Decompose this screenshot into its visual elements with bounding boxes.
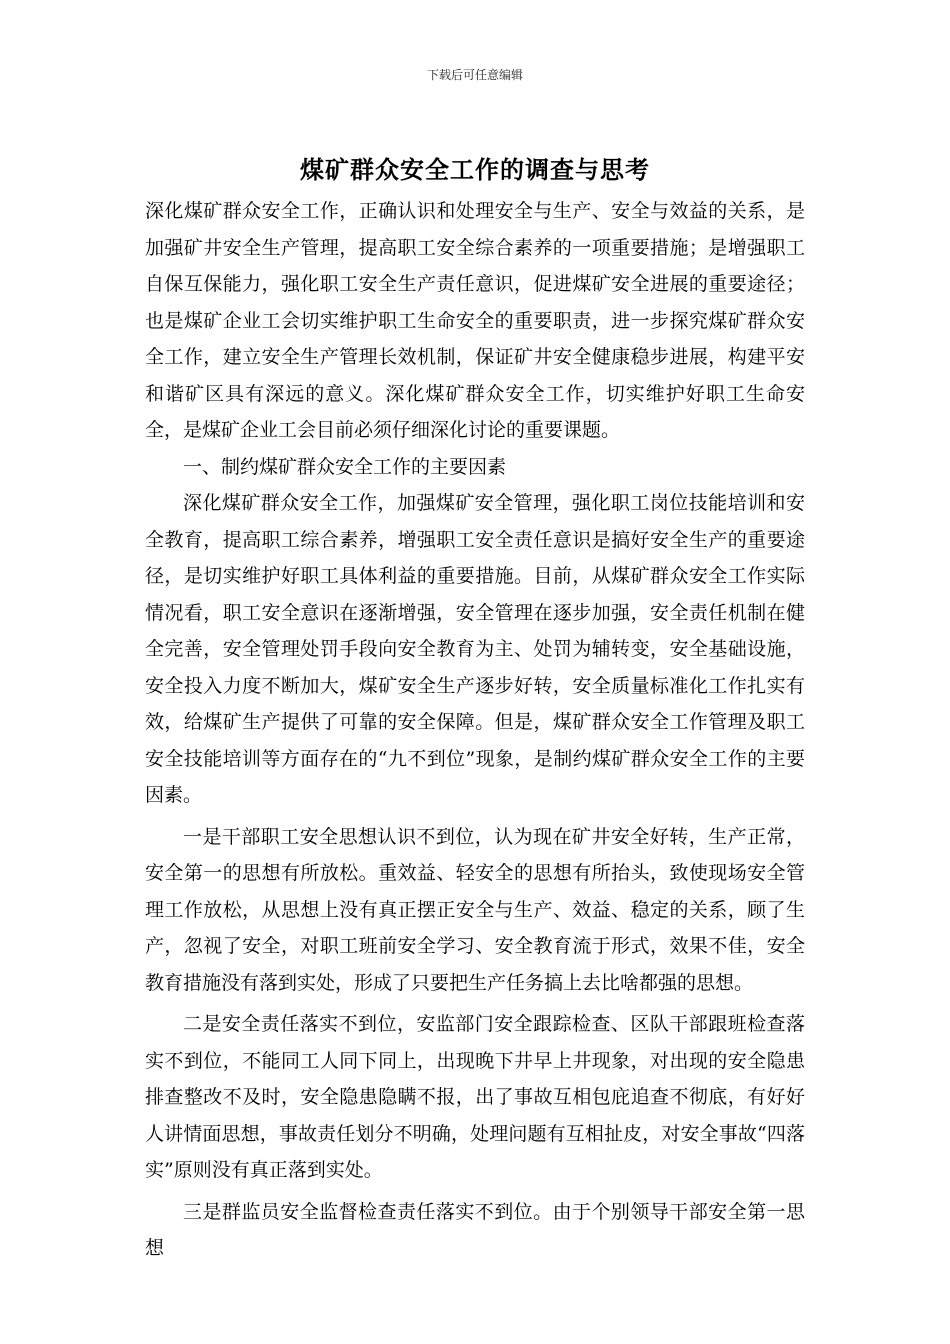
paragraph-point-two: 二是安全责任落实不到位，安监部门安全跟踪检查、区队干部跟班检查落实不到位，不能同工人同下同上，出现晚下井早上井现象，对出现的安全隐患排查整改不及时，安全隐患隐瞒不报，出了事故互相包庇追查不彻底，有好好人讲情面思想，事故责任划分不明确，处理问题有互相扯皮，对安全事故“四落实”原则没有真正落到实处。 <box>145 1013 805 1181</box>
header-note: 下载后可任意编辑 <box>426 68 523 82</box>
document-body <box>145 193 805 1267</box>
paragraph-factors: 深化煤矿群众安全工作，加强煤矿安全管理，强化职工岗位技能培训和安全教育，提高职工综合素养，增强职工安全责任意识是搞好安全生产的重要途径，是切实维护好职工具体利益的重要措施。目前，从煤矿群众安全工作实际情况看，职工安全意识在逐渐增强，安全管理在逐步加强，安全责任机制在健全完善，安全管理处罚手段向安全教育为主、处罚为辅转变，安全基础设施，安全投入力度不断加大，煤矿安全生产逐步好转，安全质量标准化工作扎实有效，给煤矿生产提供了可靠的安全保障。但是，煤矿群众安全工作管理及职工安全技能培训等方面存在的“九不到位”现象，是制约煤矿群众安全工作的主要因素。 <box>145 492 805 806</box>
paragraph-intro: 深化煤矿群众安全工作，正确认识和处理安全与生产、安全与效益的关系，是加强矿井安全生产管理，提高职工安全综合素养的一项重要措施；是增强职工自保互保能力，强化职工安全生产责任意识，促进煤矿安全进展的重要途径；也是煤矿企业工会切实维护职工生命安全的重要职责，进一步探究煤矿群众安全工作，建立安全生产管理长效机制，保证矿井安全健康稳步进展，构建平安和谐矿区具有深远的意义。深化煤矿群众安全工作，切实维护好职工生命安全，是煤矿企业工会目前必须仔细深化讨论的重要课题。 <box>145 200 805 441</box>
paragraph-point-one: 一是干部职工安全思想认识不到位，认为现在矿井安全好转，生产正常，安全第一的思想有所放松。重效益、轻安全的思想有所抬头，致使现场安全管理工作放松，从思想上没有真正摆正安全与生产、效益、稳定的关系，顾了生产，忽视了安全，对职工班前安全学习、安全教育流于形式，效果不佳，安全教育措施没有落到实处，形成了只要把生产任务搞上去比啥都强的思想。 <box>145 825 805 994</box>
paragraph-point-three: 三是群监员安全监督检查责任落实不到位。由于个别领导干部安全第一思想 <box>145 1200 805 1259</box>
document-title: 煤矿群众安全工作的调查与思考 <box>300 155 650 184</box>
section-heading: 一、制约煤矿群众安全工作的主要因素 <box>183 455 507 478</box>
